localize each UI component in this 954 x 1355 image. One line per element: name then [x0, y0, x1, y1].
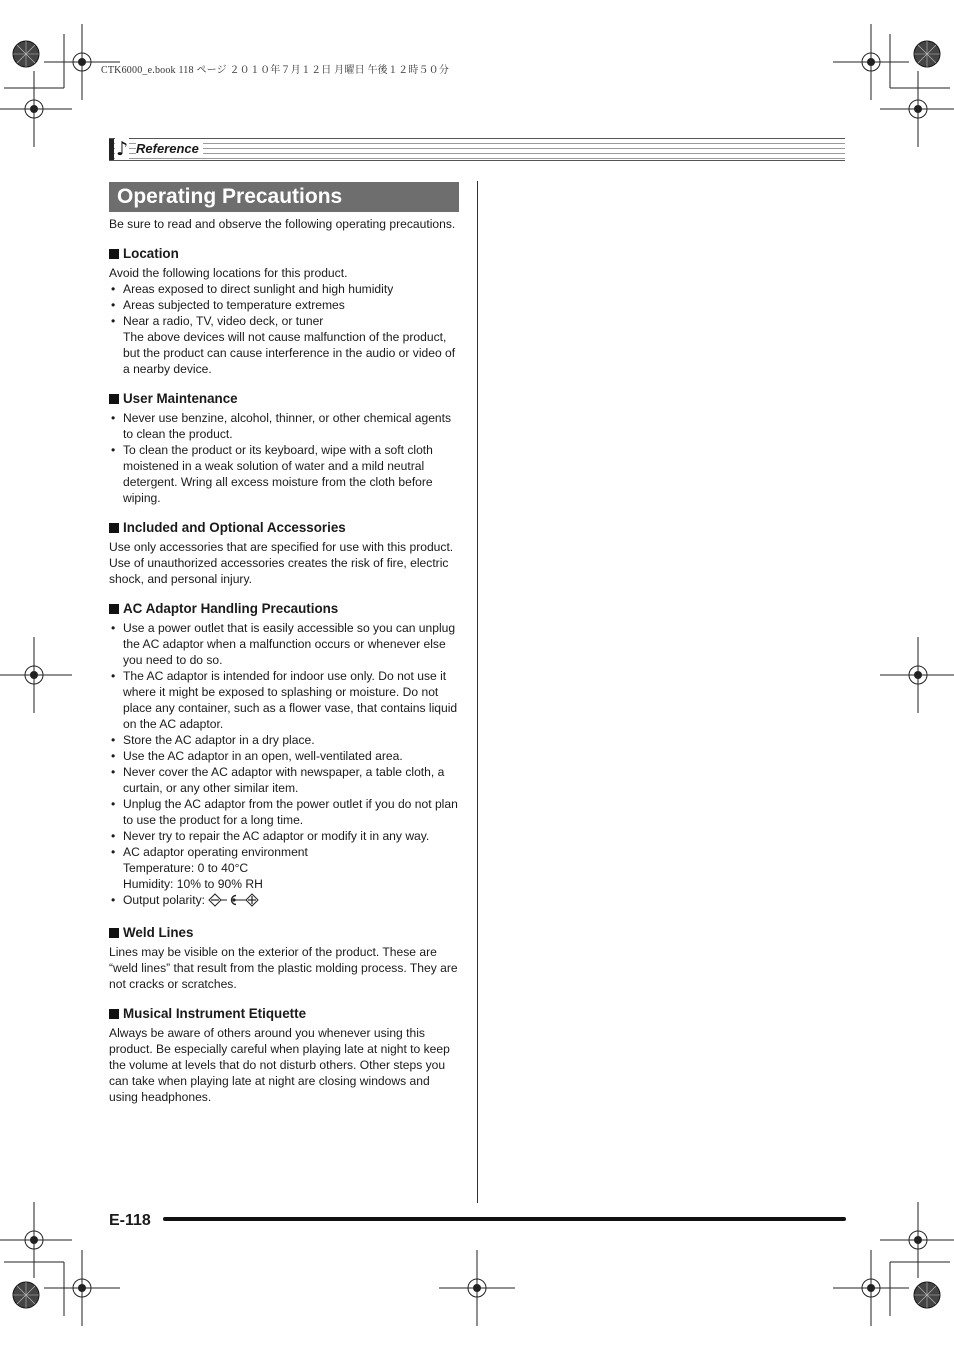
etiquette-text: Always be aware of others around you whenever using this product. Be especially careful when playing late at night to keep the volume at levels that do not disturb others. Other steps you can take when playing late at night are closing windows and using headphones. [109, 1026, 450, 1104]
square-bullet-icon [109, 604, 119, 614]
page-number: E-118 [109, 1212, 151, 1229]
section-label: Reference [136, 140, 203, 158]
section-heading-user-maintenance: User Maintenance [109, 390, 459, 408]
section-header-bar [109, 138, 845, 161]
list-item: • Output polarity: [109, 892, 459, 911]
list-item: • Unplug the AC adaptor from the power outlet if you do not plan to use the product for a long time. [111, 797, 458, 827]
list-item: • The AC adaptor is intended for indoor use only. Do not use it where it might be exposed to splashing or moisture. Do not place any container, such as a flower vase, that contains liquid on the AC adaptor. [111, 669, 458, 731]
list-item: • Near a radio, TV, video deck, or tuner The above devices will not cause malfunction of the product, but the product can cause interference in the audio or video of a nearby device. [111, 314, 456, 376]
env-humidity: Humidity: 10% to 90% RH [123, 877, 263, 891]
section-heading-weld-lines: Weld Lines [109, 924, 459, 942]
page-title: Operating Precautions [117, 185, 343, 208]
location-list [109, 281, 459, 377]
accessories-text: Use only accessories that are specified for use with this product. Use of unauthorized accessories creates the risk of fire, electric shock, and personal injury. [109, 540, 454, 586]
weld-lines-text: Lines may be visible on the exterior of the product. These are “weld lines” that result from the plastic molding process. They are not cracks or scratches. [109, 945, 458, 991]
square-bullet-icon [109, 928, 119, 938]
list-item: • To clean the product or its keyboard, wipe with a soft cloth moistened in a weak solution of water and a mild neutral detergent. Wring all excess moisture from the cloth before wiping. [111, 443, 433, 505]
main-content [109, 216, 459, 1105]
header-block [109, 139, 114, 160]
list-item: • Never try to repair the AC adaptor or modify it in any way. [111, 829, 430, 843]
page-title-box [109, 182, 459, 212]
square-bullet-icon [109, 523, 119, 533]
list-item: • Never use benzine, alcohol, thinner, or other chemical agents to clean the product. [111, 411, 452, 441]
location-lead: Avoid the following locations for this product. [109, 266, 348, 280]
square-bullet-icon [109, 249, 119, 259]
section-heading-etiquette: Musical Instrument Etiquette [109, 1005, 459, 1023]
output-polarity-label: Output polarity: [123, 893, 206, 907]
print-slug-line: CTK6000_e.book 118 ページ ２０１０年７月１２日 月曜日 午後１２時５０分 [101, 65, 450, 76]
location-note: The above devices will not cause malfunction of the product, but the product can cause interference in the audio or video of a nearby device. [123, 330, 456, 376]
section-heading-ac-adaptor: AC Adaptor Handling Precautions [109, 600, 459, 618]
maintenance-list [109, 410, 459, 506]
music-note-icon: ♪ [116, 138, 129, 160]
list-item: • Store the AC adaptor in a dry place. [111, 733, 315, 747]
column-divider [477, 181, 478, 1203]
ac-adaptor-list [109, 620, 459, 911]
square-bullet-icon [109, 1009, 119, 1019]
list-item: • Use a power outlet that is easily accessible so you can unplug the AC adaptor when a malfunction occurs or whenever else you need to do so. [111, 621, 456, 667]
section-heading-accessories: Included and Optional Accessories [109, 519, 459, 537]
square-bullet-icon [109, 394, 119, 404]
intro-text: Be sure to read and observe the following operating precautions. [109, 217, 456, 231]
env-temperature: Temperature: 0 to 40°C [123, 861, 249, 875]
section-heading-location: Location [109, 245, 459, 263]
list-item: • Never cover the AC adaptor with newspaper, a table cloth, a curtain, or any other similar item. [111, 765, 445, 795]
list-item: • Use the AC adaptor in an open, well-ventilated area. [111, 749, 403, 763]
list-item: • Areas subjected to temperature extremes [111, 298, 345, 312]
list-item: • Areas exposed to direct sunlight and high humidity [111, 282, 394, 296]
list-item: • AC adaptor operating environment Temperature: 0 to 40°C Humidity: 10% to 90% RH [111, 845, 308, 891]
polarity-symbol-icon [208, 893, 260, 911]
footer-rule [163, 1217, 846, 1221]
